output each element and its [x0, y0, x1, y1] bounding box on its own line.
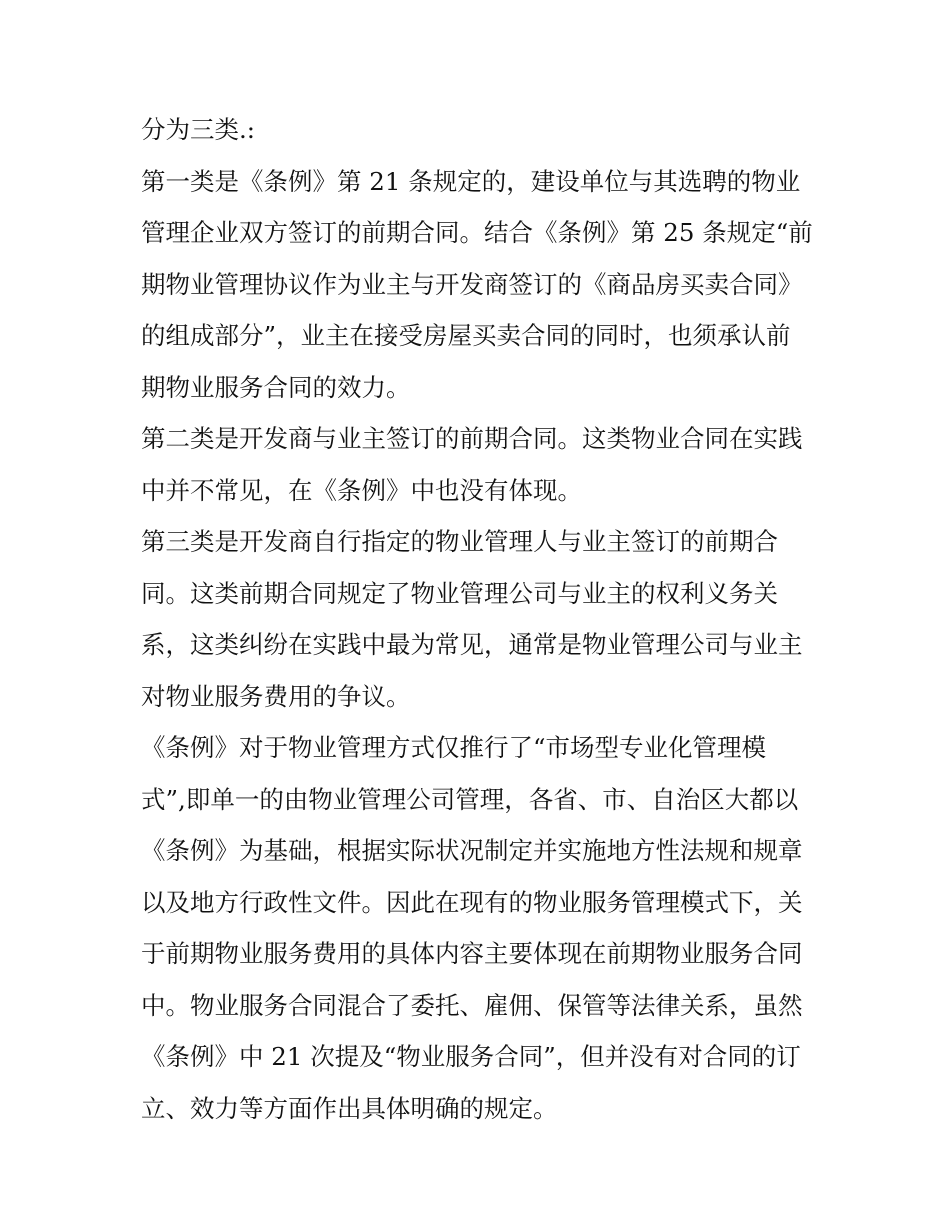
text-line: 中。物业服务合同混合了委托、雇佣、保管等法律关系，虽然: [141, 990, 803, 1020]
text-line: 管理企业双方签订的前期合同。结合《条例》第 25 条规定“前: [141, 218, 813, 247]
text-line: 以及地方行政性文件。因此在现有的物业服务管理模式下，关: [141, 887, 803, 917]
text-line: 于前期物业服务费用的具体内容主要体现在前期物业服务合同: [141, 939, 803, 968]
text-line: 系，这类纠纷在实践中最为常见，通常是物业管理公司与业主: [141, 630, 803, 659]
text-line: 中并不常见，在《条例》中也没有体现。: [141, 475, 582, 505]
text-line: 第一类是《条例》第 21 条规定的，建设单位与其选聘的物业: [141, 166, 801, 196]
text-line: 期物业服务合同的效力。: [141, 372, 411, 402]
text-line: 《条例》中 21 次提及“物业服务合同”，但并没有对合同的订: [141, 1042, 801, 1071]
text-line: 期物业管理协议作为业主与开发商签订的《商品房买卖合同》: [141, 269, 803, 299]
text-line: 《条例》对于物业管理方式仅推行了“市场型专业化管理模: [141, 733, 767, 762]
text-line: 同。这类前期合同规定了物业管理公司与业主的权利义务关: [141, 578, 778, 608]
text-line: 分为三类.:: [141, 115, 256, 144]
text-line: 第二类是开发商与业主签订的前期合同。这类物业合同在实践: [141, 424, 803, 453]
text-line: 《条例》为基础，根据实际状况制定并实施地方性法规和规章: [141, 836, 803, 865]
text-line: 式”,即单一的由物业管理公司管理，各省、市、自治区大都以: [141, 784, 799, 814]
document-body: [141, 104, 821, 1134]
text-line: 对物业服务费用的争议。: [141, 681, 411, 711]
text-line: 第三类是开发商自行指定的物业管理人与业主签订的前期合: [141, 527, 778, 556]
text-line: 的组成部分”，业主在接受房屋买卖合同的同时，也须承认前: [141, 321, 791, 350]
text-line: 立、效力等方面作出具体明确的规定。: [141, 1093, 558, 1123]
